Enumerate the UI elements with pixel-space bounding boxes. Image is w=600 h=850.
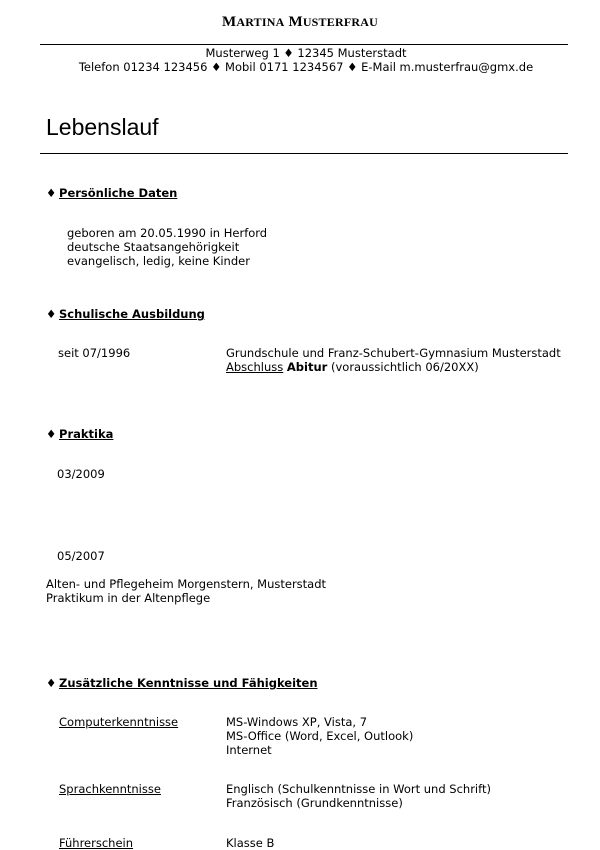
section-skills-heading: ♦ Zusätzliche Kenntnisse und Fähigkeiten [46,676,318,690]
title-rule [40,153,568,154]
section-school-heading: ♦ Schulische Ausbildung [46,307,205,321]
degree-value: Abitur [286,360,328,374]
skill-value: Klasse B [226,836,275,850]
school-date: seit 07/1996 [58,346,131,360]
skill-value: Französisch (Grundkenntnisse) [226,796,403,810]
personal-birth: geboren am 20.05.1990 in Herford [67,226,268,240]
section-internships-heading: ♦ Praktika [46,427,114,441]
skill-value: Englisch (Schulkenntnisse in Wort und Schrift) [226,782,491,796]
internship-date: 03/2009 [57,467,105,481]
skill-label-license: Führerschein [59,836,134,850]
personal-status: evangelisch, ledig, keine Kinder [67,254,250,268]
degree-label: Abschluss [226,360,284,374]
address-line: Musterweg 1 ♦ 12345 Musterstadt [205,46,407,60]
personal-nationality: deutsche Staatsangehörigkeit [67,240,240,254]
bullet-icon: ♦ [46,676,57,690]
bullet-icon: ♦ [46,307,57,321]
applicant-name [0,14,600,31]
name-last: MUSTERFRAU [288,14,378,30]
page-title: Lebenslauf [46,114,159,140]
internship-description: Praktikum in der Altenpflege [46,591,211,605]
skill-label-computer: Computerkenntnisse [59,715,179,729]
skill-label-languages: Sprachkenntnisse [59,782,161,796]
header-rule [40,44,568,45]
skill-value: MS-Office (Word, Excel, Outlook) [226,729,414,743]
school-name: Grundschule und Franz-Schubert-Gymnasium Musterstadt [226,346,561,360]
name-first: MARTINA [222,14,285,30]
internship-date: 05/2007 [57,549,105,563]
bullet-icon: ♦ [46,427,57,441]
skill-value: MS-Windows XP, Vista, 7 [226,715,368,729]
internship-place: Alten- und Pflegeheim Morgenstern, Musterstadt [46,577,327,591]
degree-note: (voraussichtlich 06/20XX) [331,360,479,374]
contact-line: Telefon 01234 123456 ♦ Mobil 0171 1234567 ♦ E-Mail m.musterfrau@gmx.de [78,60,534,74]
section-personal-heading: ♦ Persönliche Daten [46,186,178,200]
skill-value: Internet [226,743,272,757]
bullet-icon: ♦ [46,186,57,200]
school-degree [226,360,479,374]
